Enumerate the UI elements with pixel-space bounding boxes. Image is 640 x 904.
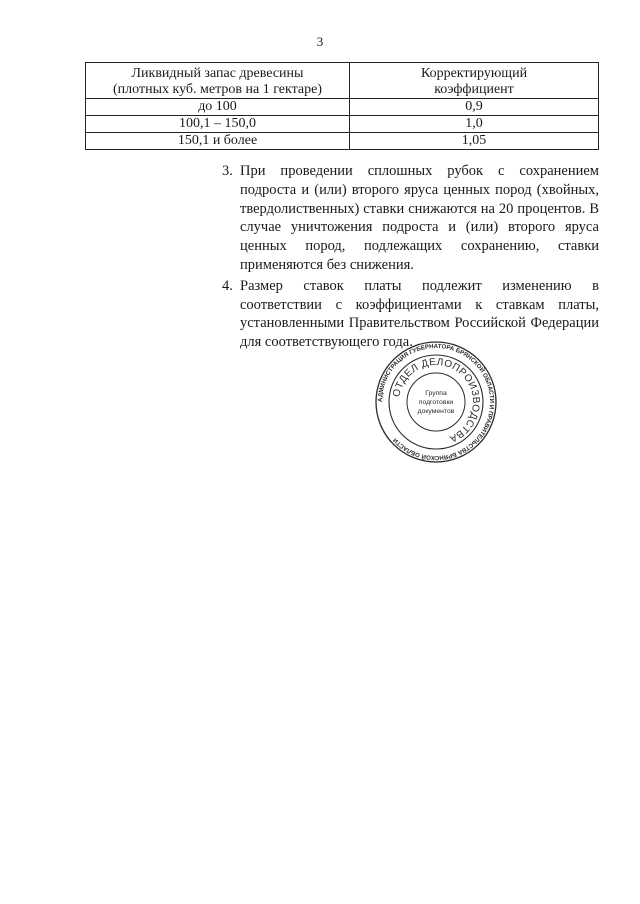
official-stamp — [374, 340, 498, 464]
table-row — [86, 116, 599, 133]
list-item-text: Размер ставок платы подлежит изменению в соответствии с коэффициентами к ставкам платы, установленными Правительством Российской Федерации для соответствующего года. — [240, 277, 599, 351]
table-row — [86, 99, 599, 116]
stamp-outer-text: АДМИНИСТРАЦИЯ ГУБЕРНАТОРА БРЯНСКОЙ ОБЛАСТИ И ПРАВИТЕЛЬСТВА БРЯНСКОЙ ОБЛАСТИ — [376, 342, 496, 462]
header-line: (плотных куб. метров на 1 гектаре) — [113, 81, 322, 97]
stamp-center-line: Группа — [425, 390, 447, 397]
table-row — [86, 133, 599, 150]
header-line: коэффициент — [434, 81, 514, 97]
table-cell: 1,05 — [350, 133, 599, 150]
numbered-list — [222, 162, 599, 352]
page-number: 3 — [316, 34, 324, 49]
list-item-number: 3. — [222, 163, 233, 179]
stamp-center-line: подготовки — [418, 399, 454, 406]
header-line: Корректирующий — [420, 65, 528, 81]
table-header-cell — [86, 63, 350, 99]
table-header-cell — [350, 63, 599, 99]
header-line: Ликвидный запас древесины — [131, 65, 304, 81]
list-item-number: 4. — [222, 277, 233, 294]
stamp-middle-text: ОТДЕЛ ДЕЛОПРОИЗВОДСТВА — [391, 356, 482, 445]
table-cell: 150,1 и более — [86, 133, 350, 150]
table-header-row — [86, 63, 599, 99]
table-cell: до 100 — [86, 99, 350, 116]
table-cell: 1,0 — [350, 116, 599, 133]
stamp-center-line: документов — [417, 408, 455, 415]
table-cell: 0,9 — [350, 99, 599, 116]
coefficient-table — [85, 62, 599, 150]
list-item-text: При проведении сплошных рубок с сохранением подроста и (или) второго яруса ценных пород (хвойных, твердолиственных) ставки снижаются на 20 процентов. В случае уничтожения подроста и (или) второго яруса ценных пород, подлежащих сохранению, ставки применяются без снижения. — [240, 163, 599, 273]
table-cell: 100,1 – 150,0 — [86, 116, 350, 133]
list-item — [222, 162, 599, 275]
